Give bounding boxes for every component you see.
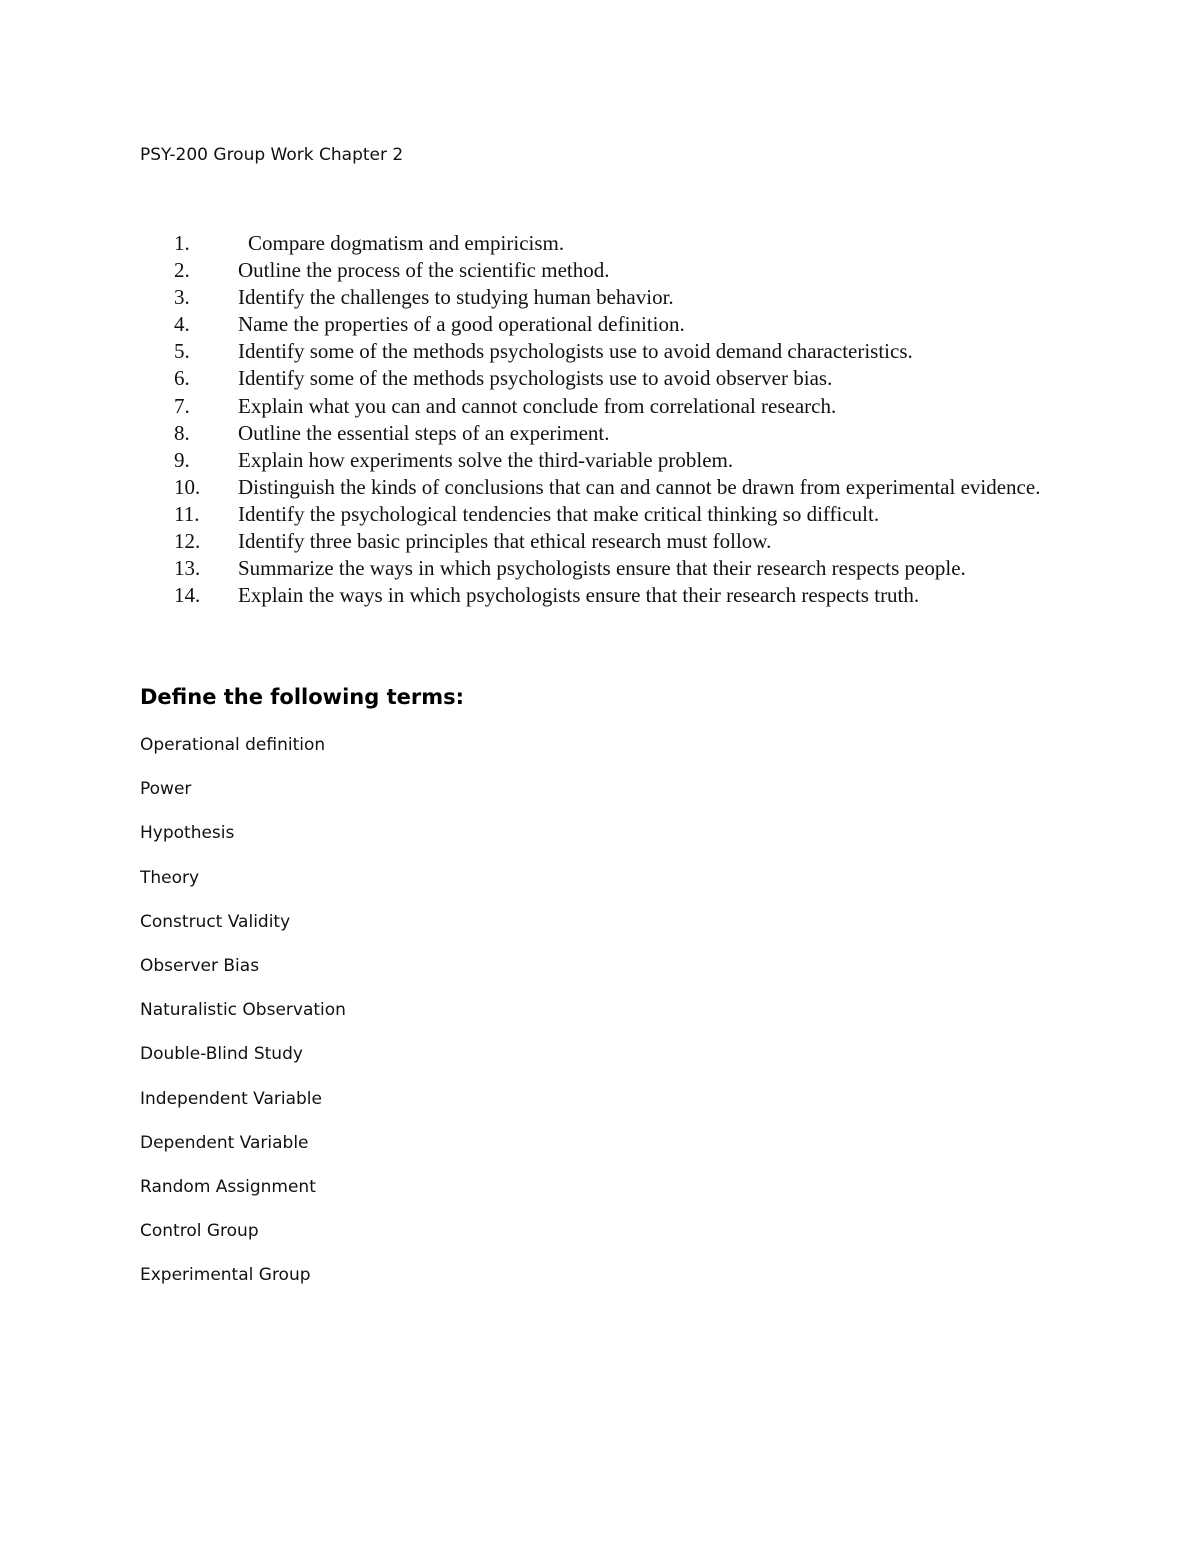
terms-list — [140, 734, 346, 1308]
list-item-text: Explain how experiments solve the third-variable problem. — [238, 447, 734, 472]
list-item — [140, 582, 1070, 609]
term-item: Dependent Variable — [140, 1132, 309, 1153]
list-item — [140, 474, 1070, 501]
term-item: Power — [140, 779, 192, 800]
document-title: PSY-200 Group Work Chapter 2 — [140, 145, 404, 165]
list-item — [140, 338, 1070, 365]
list-item — [140, 393, 1070, 420]
list-item-number: 9. — [174, 447, 190, 472]
list-item-text: Distinguish the kinds of conclusions that can and cannot be drawn from experimental evidence. — [238, 474, 1041, 499]
list-item-number: 11. — [174, 501, 200, 526]
term-item: Experimental Group — [140, 1265, 311, 1286]
list-item-number: 7. — [174, 393, 190, 418]
list-item — [140, 528, 1070, 555]
term-item: Construct Validity — [140, 911, 291, 932]
list-item-text: Identify the challenges to studying human behavior. — [238, 285, 674, 310]
list-item-text: Name the properties of a good operational definition. — [238, 312, 685, 337]
list-item-number: 8. — [174, 420, 190, 445]
list-item-text: Summarize the ways in which psychologists ensure that their research respects people. — [238, 556, 966, 581]
term-item: Operational definition — [140, 735, 326, 755]
list-item-number: 12. — [174, 529, 201, 554]
list-item-number: 1. — [174, 231, 190, 255]
term-item: Random Assignment — [140, 1176, 316, 1197]
list-item-number: 14. — [174, 583, 201, 608]
list-item-number: 2. — [174, 258, 190, 283]
list-item-text: Explain what you can and cannot conclude from correlational research. — [238, 393, 837, 418]
term-item: Double-Blind Study — [140, 1044, 303, 1065]
term-item: Observer Bias — [140, 955, 260, 976]
list-item-text: Identify some of the methods psychologists use to avoid observer bias. — [238, 366, 833, 391]
list-item-text: Outline the process of the scientific method. — [238, 258, 610, 283]
list-item — [140, 365, 1070, 392]
list-item — [140, 555, 1070, 582]
term-item: Theory — [140, 867, 200, 888]
list-item-number: 3. — [174, 285, 190, 310]
terms-heading: Define the following terms: — [140, 685, 464, 709]
list-item — [140, 420, 1070, 447]
list-item-text: Identify three basic principles that ethical research must follow. — [238, 529, 772, 554]
list-item-number: 13. — [174, 556, 201, 581]
list-item-number: 6. — [174, 366, 190, 391]
list-item — [140, 230, 1070, 257]
list-item — [140, 311, 1070, 338]
term-item: Naturalistic Observation — [140, 1000, 346, 1021]
list-item — [140, 257, 1070, 284]
term-item: Independent Variable — [140, 1088, 322, 1109]
list-item — [140, 501, 1070, 528]
list-item-text: Explain the ways in which psychologists ensure that their research respects truth. — [238, 583, 920, 608]
list-item-number: 10. — [174, 474, 201, 499]
list-item-text: Compare dogmatism and empiricism. — [248, 231, 565, 255]
objectives-list — [140, 230, 1070, 609]
list-item-text: Outline the essential steps of an experiment. — [238, 420, 610, 445]
list-item — [140, 447, 1070, 474]
list-item — [140, 284, 1070, 311]
term-item: Hypothesis — [140, 823, 235, 844]
list-item-text: Identify some of the methods psychologists use to avoid demand characteristics. — [238, 339, 913, 364]
list-item-text: Identify the psychological tendencies that make critical thinking so difficult. — [238, 501, 880, 526]
list-item-number: 5. — [174, 339, 190, 364]
list-item-number: 4. — [174, 312, 190, 337]
term-item: Control Group — [140, 1221, 259, 1242]
